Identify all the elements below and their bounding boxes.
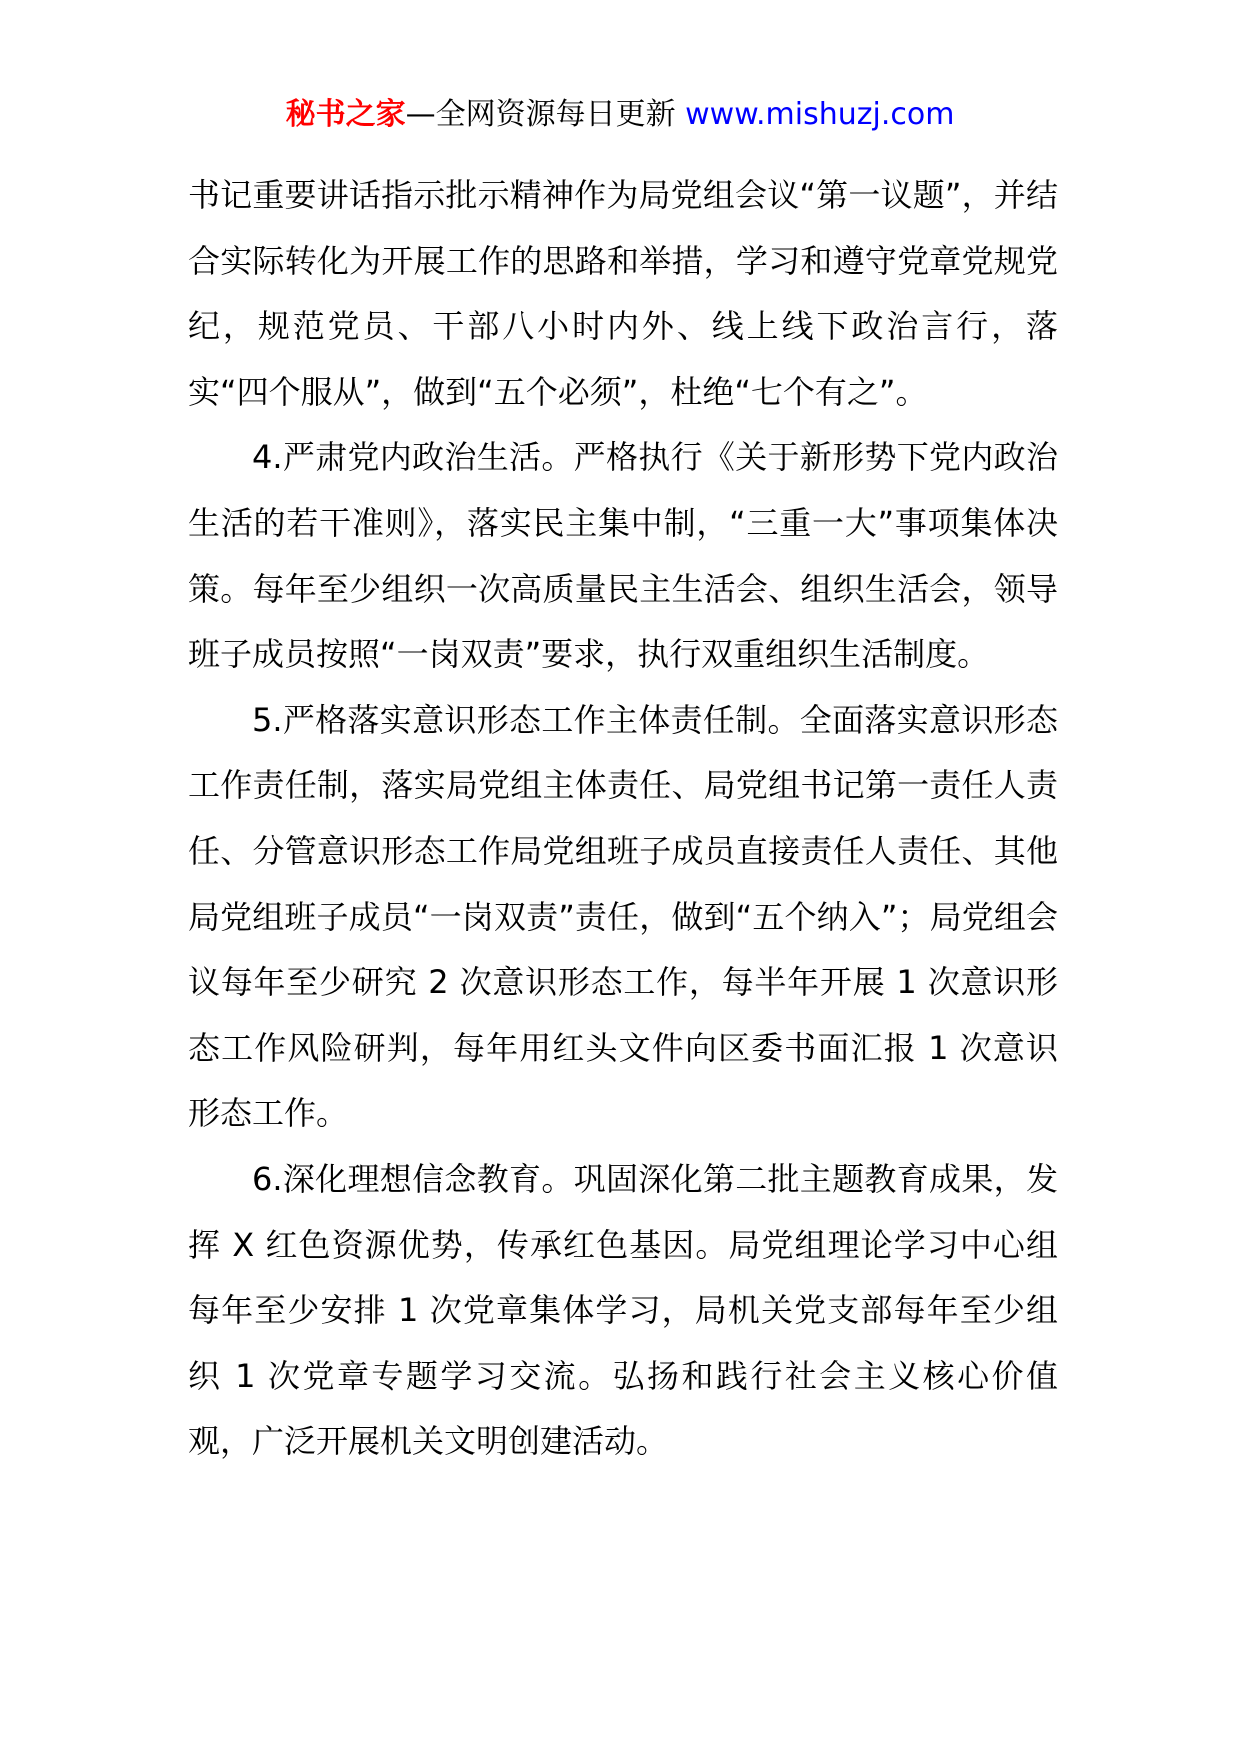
document-body: [188, 163, 1058, 1475]
paragraph-item-5: 5.严格落实意识形态工作主体责任制。全面落实意识形态工作责任制，落实局党组主体责任、局党组书记第一责任人责任、分管意识形态工作局党组班子成员直接责任人责任、其他局党组班子成员“一岗双责”责任，做到“五个纳入”；局党组会议每年至少研究 2 次意识形态工作，每半年开展 1 次意识形态工作风险研判，每年用红头文件向区委书面汇报 1 次意识形态工作。: [188, 700, 1058, 1133]
header-tagline: —全网资源每日更新: [405, 97, 686, 132]
paragraph-continued: 书记重要讲话指示批示精神作为局党组会议“第一议题”，并结合实际转化为开展工作的思路和举措，学习和遵守党章党规党纪，规范党员、干部八小时内外、线上线下政治言行，落实“四个服从”，做到“五个必须”，杜绝“七个有之”。: [188, 176, 1058, 411]
paragraph-item-4: 4.严肃党内政治生活。严格执行《关于新形势下党内政治生活的若干准则》，落实民主集中制，“三重一大”事项集体决策。每年至少组织一次高质量民主生活会、组织生活会，领导班子成员按照“一岗双责”要求，执行双重组织生活制度。: [188, 438, 1058, 674]
site-header: [0, 95, 1240, 135]
paragraph-item-6: 6.深化理想信念教育。巩固深化第二批主题教育成果，发挥 X 红色资源优势，传承红色基因。局党组理论学习中心组每年至少安排 1 次党章集体学习，局机关党支部每年至少组织 1 次党章专题学习交流。弘扬和践行社会主义核心价值观，广泛开展机关文明创建活动。: [188, 1159, 1058, 1461]
brand-name: 秘书之家: [285, 97, 406, 132]
site-url-link[interactable]: www.mishuzj.com: [685, 97, 955, 132]
